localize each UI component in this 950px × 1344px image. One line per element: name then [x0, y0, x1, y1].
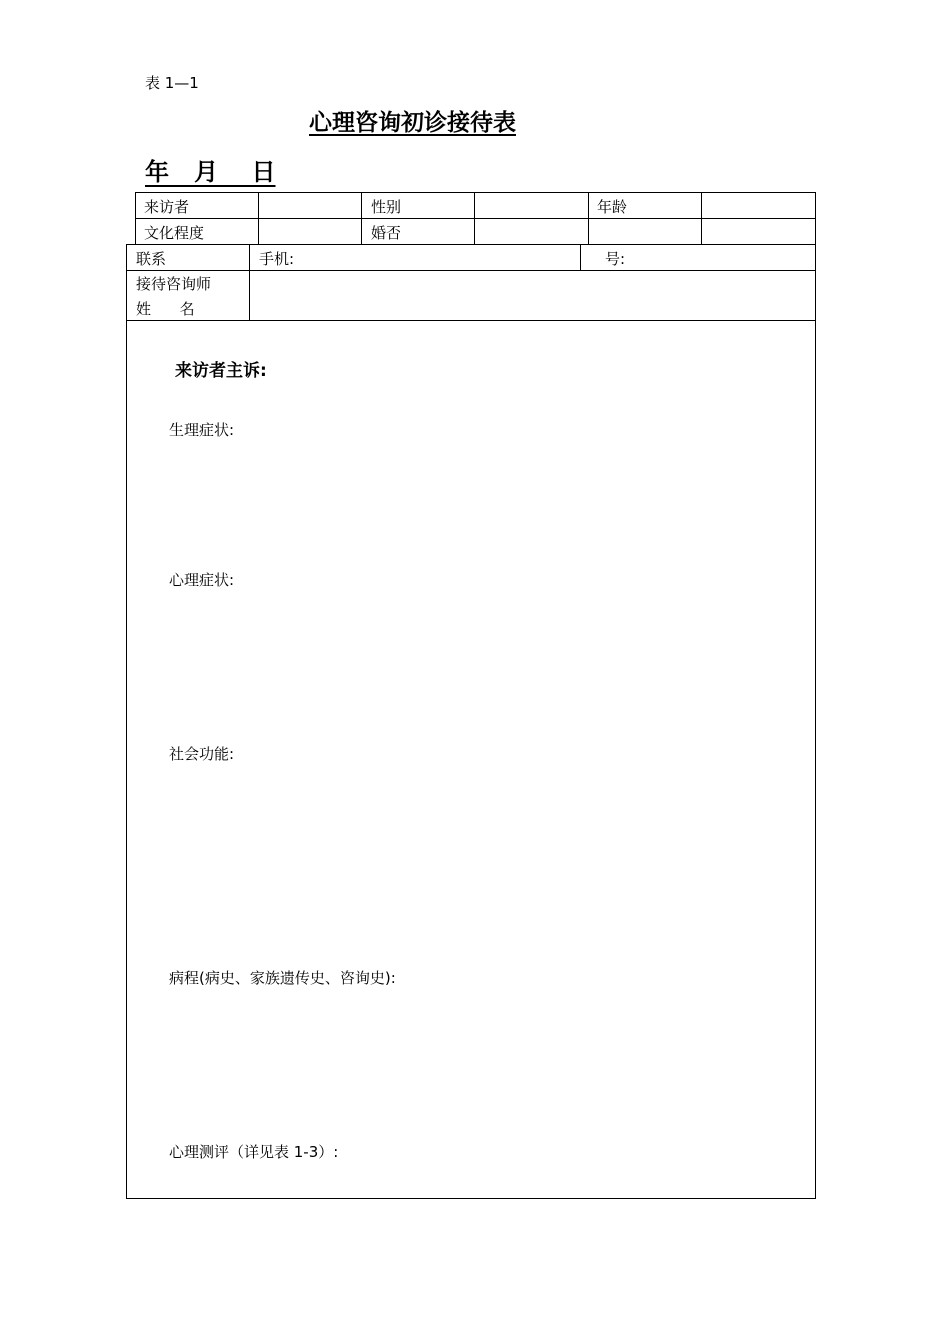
- physical-symptoms-label: 生理症状:: [169, 421, 235, 439]
- visitor-label: 来访者: [144, 198, 190, 216]
- age-label: 年龄: [597, 198, 628, 216]
- visitor-name-field[interactable]: [259, 193, 361, 218]
- blank-cell: [589, 219, 701, 244]
- psychological-symptoms-label: 心理症状:: [169, 571, 235, 589]
- social-function-label: 社会功能:: [169, 745, 235, 763]
- gender-field[interactable]: [475, 193, 588, 218]
- blank-cell: [702, 219, 815, 244]
- date-line: 年 月 日: [145, 158, 276, 186]
- counselor-label-line1: 接待咨询师: [136, 275, 212, 293]
- marital-label: 婚否: [371, 224, 402, 242]
- history-label: 病程(病史、家族遗传史、咨询史):: [169, 969, 396, 987]
- education-label: 文化程度: [144, 224, 205, 242]
- marital-field[interactable]: [475, 219, 588, 244]
- form-number: 表 1—1: [145, 74, 199, 92]
- number-label: 号:: [605, 250, 626, 268]
- contact-label: 联系: [136, 250, 167, 268]
- form-title: 心理咨询初诊接待表: [309, 110, 516, 136]
- education-field[interactable]: [259, 219, 361, 244]
- counselor-name-field[interactable]: [250, 271, 815, 320]
- mobile-label: 手机:: [259, 250, 295, 268]
- counselor-label-line2: 姓 名: [136, 300, 195, 318]
- age-field[interactable]: [702, 193, 815, 218]
- complaint-heading: 来访者主诉:: [175, 361, 267, 381]
- assessment-label: 心理测评（详见表 1-3）:: [169, 1143, 339, 1161]
- gender-label: 性别: [371, 198, 402, 216]
